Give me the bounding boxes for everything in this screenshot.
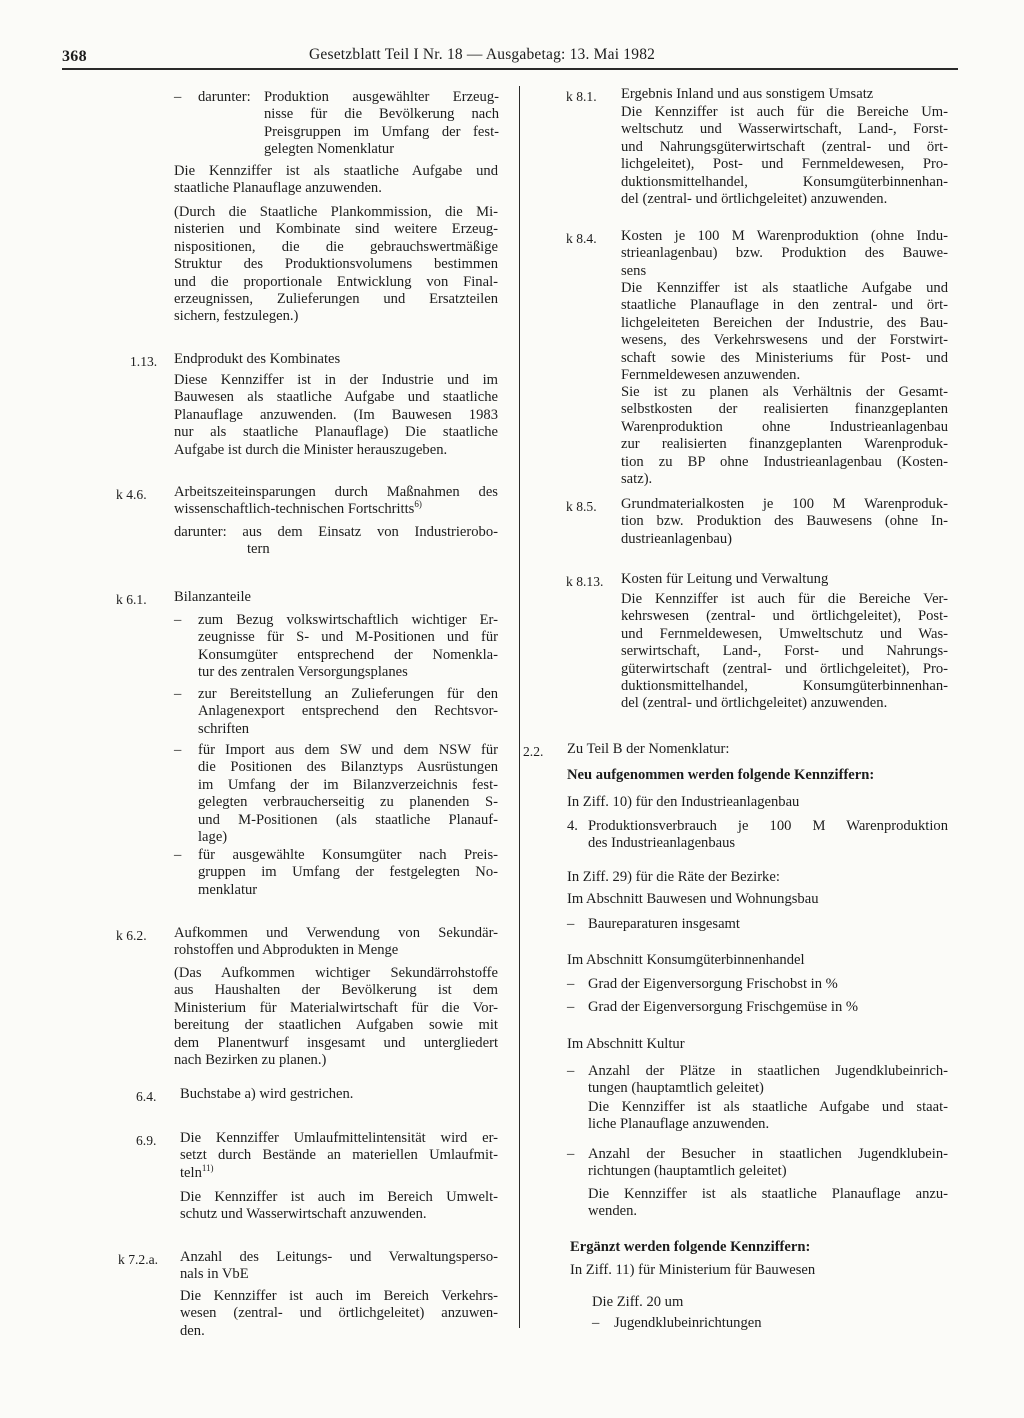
list-item — [198, 847, 498, 899]
section-text — [174, 372, 498, 459]
section-title: Bilanzanteile — [174, 589, 251, 605]
text-line: nispositionen, die die gebrauchswertmäßige — [174, 238, 498, 255]
text-line: nur als staatliche Planauflage) Die staatliche — [174, 424, 498, 441]
section-number: k 8.4. — [566, 231, 597, 246]
text-line: setzt durch Bestände an materiellen Umlaufmit- — [180, 1147, 498, 1164]
text-line: güterwirtschaft (zentral- und örtlichgeleitet), Pro- — [621, 660, 948, 677]
text-line: del (zentral- und örtlichgeleitet) anzuwenden. — [621, 695, 888, 712]
text-line: Arbeitszeiteinsparungen durch Maßnahmen des — [174, 484, 498, 500]
text-span: teln — [180, 1164, 202, 1181]
text-line: satz). — [621, 471, 653, 488]
list-dash: – — [592, 1315, 600, 1331]
text-line: schutz und Wasserwirtschaft anzuwenden. — [180, 1206, 427, 1223]
text-line: staatliche Planauflage anzuwenden. — [174, 180, 382, 197]
section-number: 1.13. — [130, 354, 158, 369]
list-item — [198, 686, 498, 738]
text-line: sens — [621, 262, 647, 279]
text-line: Die Kennziffer ist auch für die Bereiche Um- — [621, 104, 948, 120]
subsection-heading: Im Abschnitt Kultur — [567, 1036, 685, 1052]
text-line: Die Kennziffer ist als staatliche Aufgabe und — [174, 163, 498, 179]
text-line: im Umfang der im Bilanzverzeichnis fest- — [198, 776, 498, 793]
text-line: nach Bezirken zu planen.) — [174, 1052, 327, 1069]
text-line: kehrswesen (zentral- und örtlichgeleitet), Post- — [621, 608, 948, 625]
text-line: Aufgabe ist durch die Minister herauszugeben. — [174, 441, 448, 458]
text-line: richtungen (hauptamtlich geleitet) — [588, 1163, 787, 1180]
page-number: 368 — [62, 48, 87, 65]
text-line: duktionsmittelhandel, Konsumgüterbinnenhan- — [621, 678, 948, 695]
text-line: aus Haushalten der Bevölkerung ist dem — [174, 982, 498, 999]
list-dash: – — [174, 686, 182, 702]
section-title: Kosten für Leitung und Verwaltung — [621, 571, 829, 587]
text-line: tern — [247, 541, 270, 558]
text-line: dustrieanlagenbau) — [621, 530, 733, 547]
paragraph-plankommission — [174, 204, 498, 326]
section-text — [180, 1189, 498, 1224]
section-number: 6.9. — [136, 1133, 157, 1148]
text-line: zeugnisse für S- und M-Positionen und für — [198, 629, 498, 646]
text-line: Die Kennziffer Umlaufmittelintensität wird er- — [180, 1130, 498, 1146]
item-number: 4. — [567, 818, 578, 834]
text-line — [180, 1162, 498, 1182]
section-number: k 8.5. — [566, 499, 597, 514]
section-text — [621, 384, 948, 488]
section-text — [621, 591, 948, 713]
text-line: Die Kennziffer ist als staatliche Aufgabe und staat- — [588, 1099, 948, 1115]
text-line: serwirtschaft, Land-, Forst- und Nahrungs- — [621, 643, 948, 660]
text-line: und Nahrungsgüterwirtschaft (zentral- und ört- — [621, 138, 948, 155]
section-number: k 6.1. — [116, 592, 147, 607]
text-line: und die proportionale Entwicklung von Final- — [174, 273, 498, 290]
list-item: Baureparaturen insgesamt — [588, 916, 740, 932]
text-line: für Import aus dem SW und dem NSW für — [198, 742, 498, 758]
list-dash: – — [567, 999, 575, 1015]
text-line: Ministerium für Materialwirtschaft für die Vor- — [174, 999, 498, 1016]
footnote-ref: 6) — [414, 499, 422, 510]
text-line: tion zu BP ohne Industrieanlagenbau (Kosten- — [621, 453, 948, 470]
text-line: menklatur — [198, 881, 258, 898]
text-line: Anzahl der Besucher in staatlichen Jugendklubein- — [588, 1146, 948, 1162]
text-line: und M-Positionen (als staatliche Planauf- — [198, 811, 498, 828]
text-line: wenden. — [588, 1203, 638, 1220]
paragraph-aufgabe — [174, 163, 498, 198]
text-line: Die Ziff. 20 um — [592, 1294, 684, 1310]
text-line: bereitung der staatlichen Aufgaben sowie mit — [174, 1017, 498, 1034]
bold-heading: Neu aufgenommen werden folgende Kennziffern: — [567, 767, 875, 783]
text-line: Anlagenexport entsprechend den Rechtsvor- — [198, 703, 498, 720]
list-item — [588, 818, 948, 853]
text-line: und Fernmeldewesen, Umweltschutz und Was- — [621, 625, 948, 642]
list-item — [588, 1063, 948, 1098]
text-line: strieanlagenbau) bzw. Produktion des Bauwe- — [621, 245, 948, 262]
list-dash: – — [174, 742, 182, 758]
darunter-text — [174, 524, 498, 559]
text-line: In Ziff. 29) für die Räte der Bezirke: — [567, 869, 780, 885]
section-title — [180, 1249, 498, 1284]
page-header-title: Gesetzblatt Teil I Nr. 18 — Ausgabetag: 13. Mai 1982 — [309, 46, 656, 63]
list-dash: – — [567, 1063, 575, 1079]
text-line: Grundmaterialkosten je 100 M Warenproduk- — [621, 496, 948, 512]
text-line: tion bzw. Produktion des Bauwesens (ohne In- — [621, 513, 948, 530]
text-line: des Industrieanlagenbaus — [588, 835, 736, 852]
text-line: Produktion ausgewählter Erzeug- — [264, 89, 499, 105]
text-line: (Das Aufkommen wichtiger Sekundärrohstoffe — [174, 965, 498, 981]
text-line: weltschutz und Wasserwirtschaft, Land-, Forst- — [621, 121, 948, 138]
text-line: gruppen im Umfang der festgelegten No- — [198, 864, 498, 881]
item-note — [588, 1099, 948, 1134]
list-item — [588, 1146, 948, 1181]
text-line: lichgeleitet), Post- und Fernmeldewesen, Pro- — [621, 156, 948, 173]
text-line: Sie ist zu planen als Verhältnis der Gesamt- — [621, 384, 948, 400]
text-line: nisterien und Kombinate sind weitere Erzeug- — [174, 221, 498, 238]
text-line: dem Planentwurf insgesamt und untergliedert — [174, 1034, 498, 1051]
section-title — [621, 228, 948, 280]
text-line: Produktionsverbrauch je 100 M Warenproduktion — [588, 818, 948, 834]
subsection-heading: Im Abschnitt Bauwesen und Wohnungsbau — [567, 891, 819, 907]
text-line: Diese Kennziffer ist in der Industrie und im — [174, 372, 498, 388]
text-line: tungen (hauptamtlich geleitet) — [588, 1080, 764, 1097]
list-item — [198, 742, 498, 846]
text-line: nisse für die Bevölkerung nach — [264, 106, 499, 123]
item-note — [588, 1186, 948, 1221]
section-text — [174, 965, 498, 1069]
section-title — [174, 484, 498, 519]
text-line: In Ziff. 10) für den Industrieanlagenbau — [567, 794, 800, 810]
text-line: (Durch die Staatliche Plankommission, die Mi- — [174, 204, 498, 220]
text-line: Die Kennziffer ist auch für die Bereiche Ver- — [621, 591, 948, 607]
section-number: k 6.2. — [116, 928, 147, 943]
text-line: Bauwesen als staatliche Aufgabe und staatliche — [174, 389, 498, 406]
text-line: wesen (zentral- und örtlichgeleitet) anzuwen- — [180, 1305, 498, 1322]
text-line: In Ziff. 11) für Ministerium für Bauwesen — [570, 1262, 816, 1278]
text-line: gelegten verbraucherseitig zu planenden S- — [198, 794, 498, 811]
list-item — [198, 612, 498, 682]
text-line: lage) — [198, 829, 228, 846]
list-item: Jugendklubeinrichtungen — [614, 1315, 762, 1331]
list-dash: – — [174, 612, 182, 628]
darunter-dash: – — [174, 89, 182, 105]
text-line: wesens, des Verkehrswesens und der Forstwirt- — [621, 332, 948, 349]
list-dash: – — [567, 1146, 575, 1162]
text-line: Die Kennziffer ist als staatliche Aufgabe und — [621, 280, 948, 296]
text-line: schaft sowie des Ministeriums für Post- und — [621, 349, 948, 366]
text-line: Kosten je 100 M Warenproduktion (ohne Indu- — [621, 228, 948, 244]
section-text — [621, 104, 948, 208]
section-text — [621, 280, 948, 384]
text-line: zur Bereitstellung an Zulieferungen für den — [198, 686, 498, 702]
text-line: duktionsmittelhandel, Konsumgüterbinnenhan- — [621, 173, 948, 190]
text-span: wissenschaftlich-technischen Fortschritts — [174, 501, 415, 518]
text-line: Aufkommen und Verwendung von Sekundär- — [174, 925, 498, 941]
section-title: Ergebnis Inland und aus sonstigem Umsatz — [621, 86, 874, 102]
footnote-ref: 11) — [201, 1162, 214, 1173]
text-line: zur realisierten finanzgeplanten Warenproduk- — [621, 436, 948, 453]
text-line: staatliche Planauflage in den zentral- und ört- — [621, 297, 948, 314]
text-line: zum Bezug volkswirtschaftlich wichtiger Er- — [198, 612, 498, 628]
text-line: del (zentral- und örtlichgeleitet) anzuwenden. — [621, 191, 888, 208]
text-line: Fernmeldewesen anzuwenden. — [621, 367, 801, 384]
darunter-text — [264, 89, 499, 159]
list-item: Grad der Eigenversorgung Frischgemüse in % — [588, 999, 859, 1015]
section-title: Endprodukt des Kombinates — [174, 351, 341, 367]
section-title — [174, 925, 498, 960]
text-line: Die Kennziffer ist auch im Bereich Umwelt- — [180, 1189, 498, 1205]
text-line: Warenproduktion ohne Industrieanlagenbau — [621, 418, 948, 435]
list-dash: – — [174, 847, 182, 863]
text-line: Preisgruppen im Umfang der fest- — [264, 123, 499, 140]
text-line: Struktur des Produktionsvolumens bestimmen — [174, 256, 498, 273]
text-line: Die Kennziffer ist auch im Bereich Verkehrs- — [180, 1288, 498, 1304]
section-text — [180, 1130, 498, 1182]
section-number: 2.2. — [523, 744, 544, 759]
list-dash: – — [567, 976, 575, 992]
section-text: Buchstabe a) wird gestrichen. — [180, 1086, 354, 1102]
text-line: den. — [180, 1322, 205, 1339]
text-line: Planauflage anzuwenden. (Im Bauwesen 1983 — [174, 406, 498, 423]
section-number: k 8.13. — [566, 574, 604, 589]
header-rule — [62, 68, 958, 70]
column-divider — [519, 86, 520, 1328]
list-dash: – — [567, 916, 575, 932]
text-line: selbstkosten der realisierten finanzgeplanten — [621, 401, 948, 418]
text-line: erzeugnissen, Zulieferungen und Ersatzteilen — [174, 291, 498, 308]
text-line: schriften — [198, 720, 250, 737]
subsection-heading: Im Abschnitt Konsumgüterbinnenhandel — [567, 952, 805, 968]
text-line: Die Kennziffer ist als staatliche Planauflage anzu- — [588, 1186, 948, 1202]
text-line: nals in VbE — [180, 1266, 249, 1283]
text-line: die Positionen des Bilanztyps Ausrüstungen — [198, 759, 498, 776]
section-number: 6.4. — [136, 1089, 157, 1104]
text-line: für ausgewählte Konsumgüter nach Preis- — [198, 847, 498, 863]
text-line: gelegten Nomenklatur — [264, 141, 395, 158]
section-text — [180, 1288, 498, 1340]
section-number: k 4.6. — [116, 487, 147, 502]
text-line: rohstoffen und Abprodukten in Menge — [174, 942, 399, 959]
text-line: lichgeleiteten Bereichen der Industrie, des Bau- — [621, 314, 948, 331]
section-number: k 7.2.a. — [118, 1252, 159, 1267]
text-line: liche Planauflage anzuwenden. — [588, 1116, 770, 1133]
bold-heading: Ergänzt werden folgende Kennziffern: — [570, 1239, 811, 1255]
text-line: Konsumgüter entsprechend der Nomenkla- — [198, 646, 498, 663]
section-number: k 8.1. — [566, 89, 597, 104]
text-line: sichern, festzulegen.) — [174, 308, 299, 325]
text-line — [174, 501, 498, 518]
section-title: Zu Teil B der Nomenklatur: — [567, 741, 730, 757]
text-line: tur des zentralen Versorgungsplanes — [198, 664, 408, 681]
section-title — [621, 496, 948, 548]
list-item: Grad der Eigenversorgung Frischobst in % — [588, 976, 838, 992]
text-line: darunter: aus dem Einsatz von Industrierobo- — [174, 524, 498, 540]
text-line: Anzahl der Plätze in staatlichen Jugendklubeinrich- — [588, 1063, 948, 1079]
darunter-label: darunter: — [198, 89, 251, 105]
text-line: Anzahl des Leitungs- und Verwaltungsperso- — [180, 1249, 498, 1265]
